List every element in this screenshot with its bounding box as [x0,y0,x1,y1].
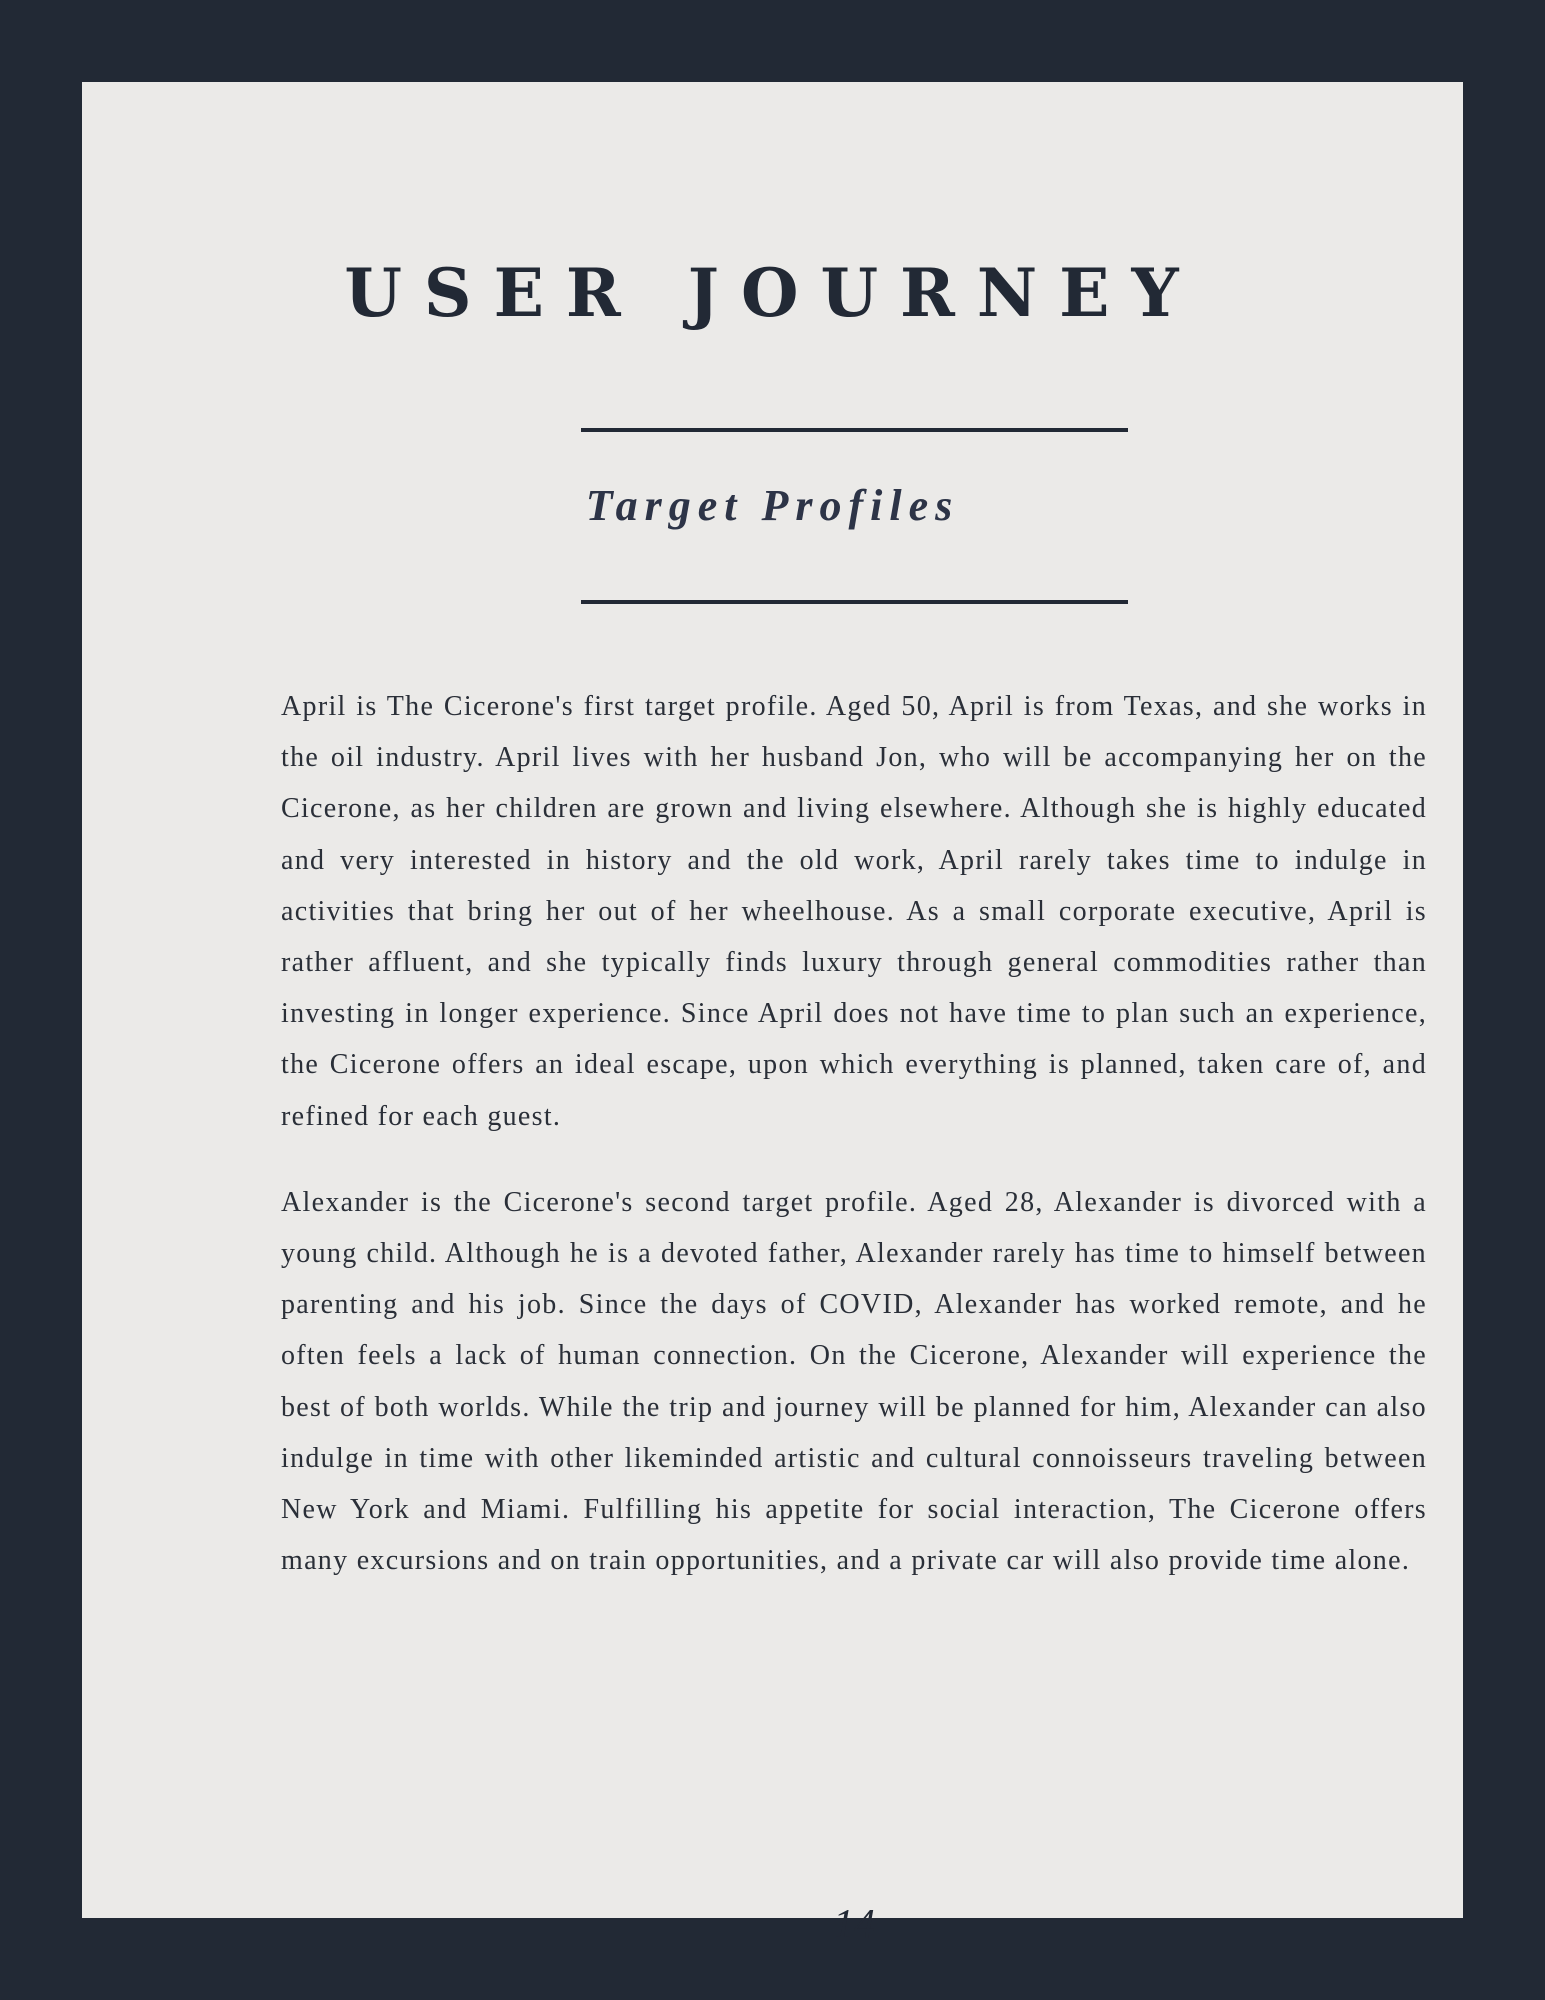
paragraph-alexander-profile: Alexander is the Cicerone's second target profile. Aged 28, Alexander is divorced with a young child. Although he is a devoted father, Alexander rarely has time to himself between parenting and his job. Since the days of COVID, Alexander has worked remote, and he often feels a lack of human connection. On the Cicerone, Alexander will experience the best of both worlds. While the trip and journey will be planned for him, Alexander can also indulge in time with other likeminded artistic and cultural connoisseurs traveling between New York and Miami. Fulfilling his appetite for social interaction, The Cicerone offers many excursions and on train opportunities, and a private car will also provide time alone. [281,1186,1427,1577]
document-page [82,82,1463,1948]
paragraph-april-profile: April is The Cicerone's first target profile. Aged 50, April is from Texas, and she works in the oil industry. April lives with her husband Jon, who will be accompanying her on the Cicerone, as her children are grown and living elsewhere. Although she is highly educated and very interested in history and the old work, April rarely takes time to indulge in activities that bring her out of her wheelhouse. As a small corporate executive, April is rather affluent, and she typically finds luxury through general commodities rather than investing in longer experience. Since April does not have time to plan such an experience, the Cicerone offers an ideal escape, upon which everything is planned, taken care of, and refined for each guest. [281,691,1427,1132]
body-text [281,681,1427,1621]
title-divider-bottom [581,600,1128,604]
footer-divider-left [237,1926,783,1930]
section-subtitle: Target Profiles [585,481,960,530]
footer-divider-right [926,1926,1472,1930]
page-title: USER JOURNEY [344,254,1201,332]
title-divider-top [581,428,1128,432]
page-number: 14 [833,1902,875,1948]
